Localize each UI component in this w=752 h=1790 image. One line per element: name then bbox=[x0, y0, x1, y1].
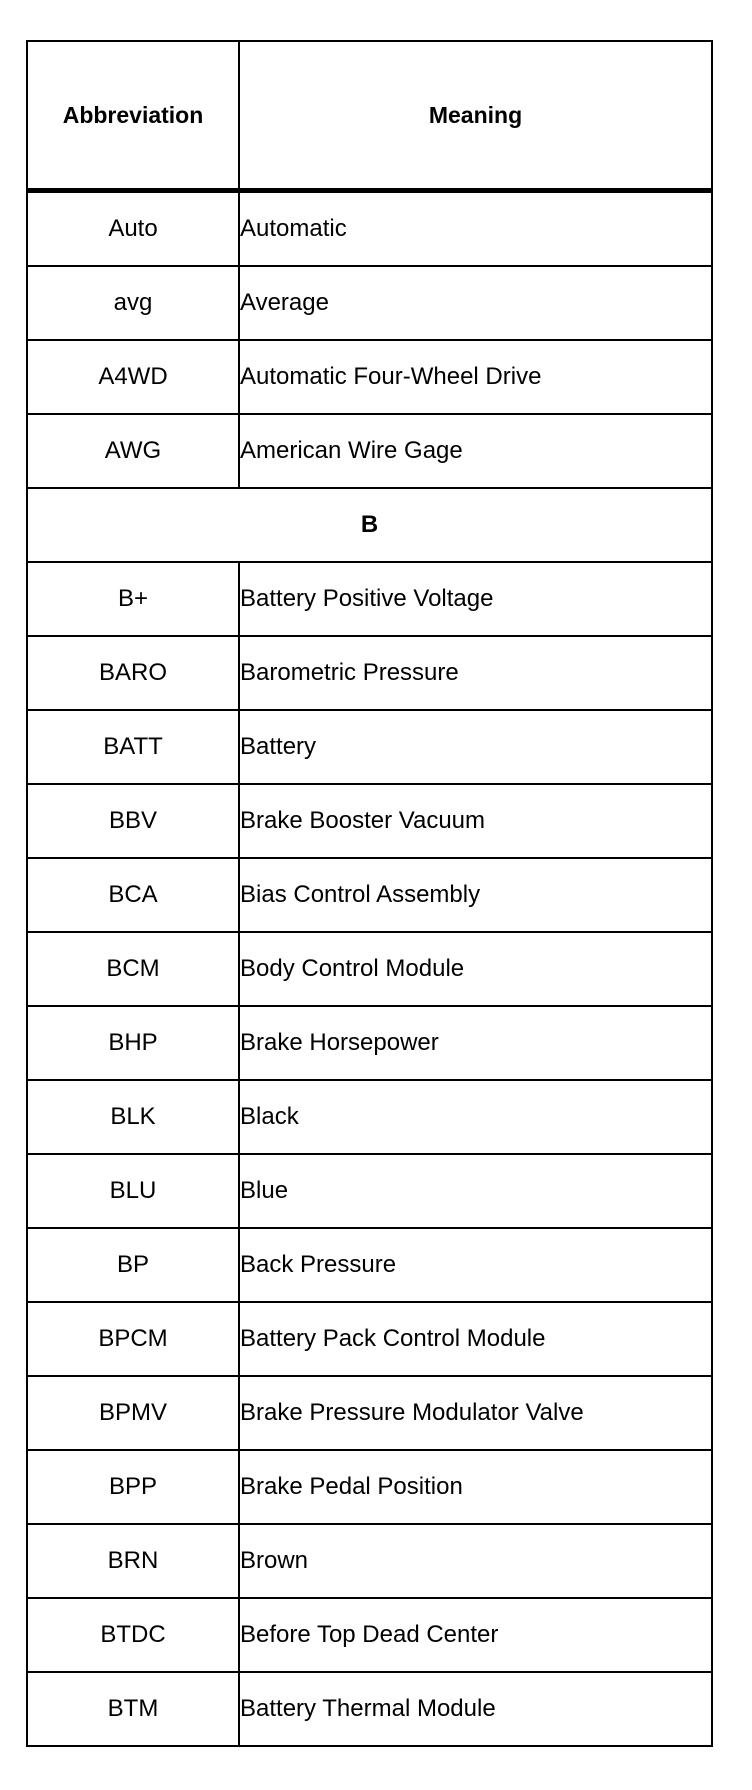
meaning-cell: Back Pressure bbox=[239, 1228, 712, 1302]
abbr-cell: AWG bbox=[27, 414, 239, 488]
abbr-cell: BCA bbox=[27, 858, 239, 932]
header-abbreviation: Abbreviation bbox=[27, 41, 239, 191]
table-row bbox=[27, 1450, 712, 1524]
table-row bbox=[27, 710, 712, 784]
table-row bbox=[27, 784, 712, 858]
meaning-cell: Battery Pack Control Module bbox=[239, 1302, 712, 1376]
table-row bbox=[27, 562, 712, 636]
abbr-cell: BP bbox=[27, 1228, 239, 1302]
abbr-cell: BHP bbox=[27, 1006, 239, 1080]
meaning-cell: Bias Control Assembly bbox=[239, 858, 712, 932]
abbr-cell: BLU bbox=[27, 1154, 239, 1228]
meaning-cell: Automatic Four-Wheel Drive bbox=[239, 340, 712, 414]
table-row bbox=[27, 1302, 712, 1376]
section-heading-row bbox=[27, 488, 712, 562]
abbr-cell: Auto bbox=[27, 191, 239, 267]
meaning-cell: Brown bbox=[239, 1524, 712, 1598]
abbr-cell: avg bbox=[27, 266, 239, 340]
table-row bbox=[27, 1228, 712, 1302]
table-header-row bbox=[27, 41, 712, 191]
table-row bbox=[27, 1598, 712, 1672]
table-row bbox=[27, 1080, 712, 1154]
table-row bbox=[27, 1006, 712, 1080]
table-row bbox=[27, 1672, 712, 1746]
abbr-cell: BTM bbox=[27, 1672, 239, 1746]
table-row bbox=[27, 858, 712, 932]
table-row bbox=[27, 1524, 712, 1598]
abbreviation-table bbox=[26, 40, 713, 1747]
table-row bbox=[27, 1376, 712, 1450]
abbr-cell: BPMV bbox=[27, 1376, 239, 1450]
meaning-cell: Average bbox=[239, 266, 712, 340]
abbr-cell: A4WD bbox=[27, 340, 239, 414]
abbr-cell: BATT bbox=[27, 710, 239, 784]
meaning-cell: Brake Booster Vacuum bbox=[239, 784, 712, 858]
meaning-cell: Black bbox=[239, 1080, 712, 1154]
section-heading-b: B bbox=[27, 488, 712, 562]
header-meaning: Meaning bbox=[239, 41, 712, 191]
table-row bbox=[27, 414, 712, 488]
abbr-cell: BRN bbox=[27, 1524, 239, 1598]
table-row bbox=[27, 266, 712, 340]
abbr-cell: BTDC bbox=[27, 1598, 239, 1672]
meaning-cell: Blue bbox=[239, 1154, 712, 1228]
table-row bbox=[27, 932, 712, 1006]
abbr-cell: BBV bbox=[27, 784, 239, 858]
meaning-cell: Brake Pedal Position bbox=[239, 1450, 712, 1524]
table-row bbox=[27, 636, 712, 710]
abbr-cell: BPP bbox=[27, 1450, 239, 1524]
table-row bbox=[27, 191, 712, 267]
meaning-cell: Battery bbox=[239, 710, 712, 784]
meaning-cell: Automatic bbox=[239, 191, 712, 267]
abbr-cell: BPCM bbox=[27, 1302, 239, 1376]
abbr-cell: BCM bbox=[27, 932, 239, 1006]
meaning-cell: Battery Positive Voltage bbox=[239, 562, 712, 636]
meaning-cell: Brake Pressure Modulator Valve bbox=[239, 1376, 712, 1450]
meaning-cell: American Wire Gage bbox=[239, 414, 712, 488]
meaning-cell: Before Top Dead Center bbox=[239, 1598, 712, 1672]
meaning-cell: Battery Thermal Module bbox=[239, 1672, 712, 1746]
abbr-cell: BARO bbox=[27, 636, 239, 710]
meaning-cell: Body Control Module bbox=[239, 932, 712, 1006]
abbr-cell: BLK bbox=[27, 1080, 239, 1154]
meaning-cell: Brake Horsepower bbox=[239, 1006, 712, 1080]
table-row bbox=[27, 1154, 712, 1228]
table-row bbox=[27, 340, 712, 414]
abbr-cell: B+ bbox=[27, 562, 239, 636]
meaning-cell: Barometric Pressure bbox=[239, 636, 712, 710]
